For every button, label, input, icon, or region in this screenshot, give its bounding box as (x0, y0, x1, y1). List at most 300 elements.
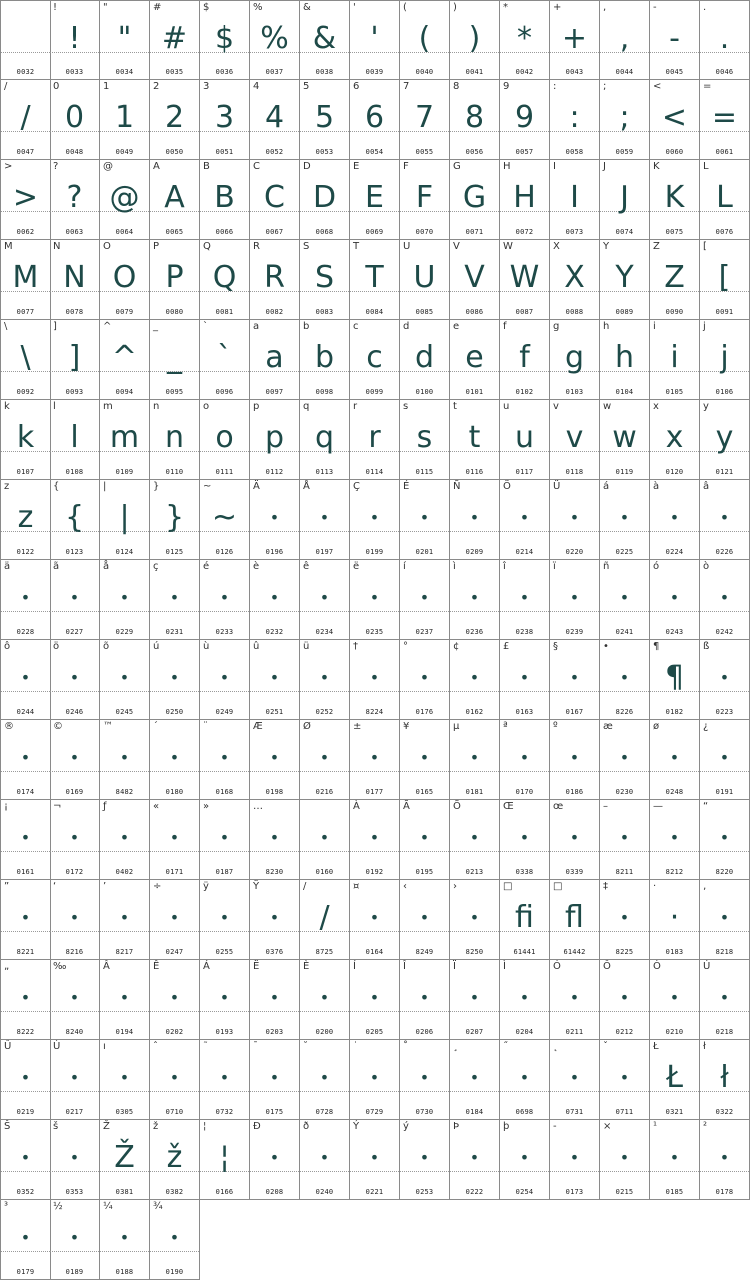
character-label: â (703, 481, 710, 492)
glyph-cell (450, 640, 500, 720)
glyph-sample: & (312, 21, 337, 56)
glyph-sample: • (369, 828, 380, 847)
character-code: 0732 (215, 1108, 234, 1116)
character-label: ƒ (103, 801, 107, 812)
glyph-sample: x (665, 420, 684, 455)
character-label: ½ (53, 1201, 63, 1212)
glyph-sample: • (269, 668, 280, 687)
character-label: ü (303, 641, 310, 652)
glyph-sample: • (469, 988, 480, 1007)
character-code: 0068 (315, 228, 334, 236)
glyph-sample: • (69, 988, 80, 1007)
glyph-sample: P (165, 260, 184, 295)
character-code: 0066 (215, 228, 234, 236)
glyph-cell (450, 320, 500, 400)
character-code: 0182 (665, 708, 684, 716)
character-label: ¢ (453, 641, 460, 652)
character-label: ß (703, 641, 710, 652)
character-code: 0196 (265, 548, 284, 556)
character-label: ¨ (203, 721, 208, 732)
glyph-cell (350, 800, 400, 880)
glyph-sample: • (319, 508, 330, 527)
glyph-sample: • (669, 1148, 680, 1167)
character-code: 0402 (115, 868, 134, 876)
character-code: 0251 (265, 708, 284, 716)
glyph-cell (150, 1200, 200, 1280)
character-code: 0090 (665, 308, 684, 316)
glyph-sample: • (69, 1228, 80, 1247)
glyph-sample: • (419, 1068, 430, 1087)
character-code: 0234 (315, 628, 334, 636)
glyph-cell (200, 240, 250, 320)
character-code: 0119 (615, 468, 634, 476)
character-label: $ (203, 2, 210, 13)
character-label: F (403, 161, 409, 172)
character-code: 0731 (565, 1108, 584, 1116)
character-code: 0074 (615, 228, 634, 236)
glyph-cell (150, 240, 200, 320)
glyph-sample: g (564, 340, 585, 375)
glyph-sample: A (164, 180, 185, 215)
glyph-cell (350, 480, 400, 560)
glyph-sample: • (369, 668, 380, 687)
character-label: U (403, 241, 411, 252)
character-label: ¸ (453, 1041, 458, 1052)
character-code: 0205 (365, 1028, 384, 1036)
glyph-sample: • (219, 748, 230, 767)
glyph-sample: 9 (514, 100, 535, 135)
glyph-cell (250, 720, 300, 800)
glyph-cell (550, 320, 600, 400)
character-code: 0122 (16, 548, 35, 556)
character-label: O (103, 241, 111, 252)
glyph-sample: • (419, 668, 430, 687)
character-label: ÷ (153, 881, 162, 892)
character-label: ~ (203, 481, 212, 492)
character-code: 0382 (165, 1188, 184, 1196)
character-code: 0174 (16, 788, 35, 796)
glyph-cell (700, 640, 750, 720)
glyph-sample: } (164, 500, 185, 535)
glyph-sample: + (561, 21, 588, 56)
character-label: 1 (103, 81, 110, 92)
character-label: Ð (253, 1121, 261, 1132)
character-code: 0062 (16, 228, 35, 236)
character-label: # (153, 2, 162, 13)
character-label: ˛ (553, 1041, 558, 1052)
glyph-sample: • (469, 668, 480, 687)
character-code: 0381 (115, 1188, 134, 1196)
character-code: 0209 (465, 548, 484, 556)
glyph-sample: • (119, 588, 130, 607)
character-label: ‡ (603, 881, 608, 892)
glyph-cell (150, 640, 200, 720)
character-label: d (403, 321, 410, 332)
glyph-cell (100, 80, 150, 160)
character-code: 0037 (265, 68, 284, 76)
character-code: 0253 (415, 1188, 434, 1196)
glyph-cell (300, 880, 350, 960)
character-code: 0211 (565, 1028, 584, 1036)
character-label: … (253, 801, 263, 812)
glyph-cell (700, 800, 750, 880)
glyph-sample (1, 11, 50, 61)
glyph-cell (300, 80, 350, 160)
character-label: f (503, 321, 507, 332)
character-label: ç (153, 561, 159, 572)
glyph-cell (0, 480, 51, 560)
character-label: ‹ (403, 881, 407, 892)
glyph-sample: $ (214, 21, 235, 56)
glyph-sample: - (669, 21, 680, 56)
character-label: í (403, 561, 406, 572)
glyph-cell (300, 0, 350, 80)
glyph-cell (250, 480, 300, 560)
character-code: 0051 (215, 148, 234, 156)
character-label: ² (703, 1121, 708, 1132)
character-label: » (203, 801, 210, 812)
character-label: Æ (253, 721, 263, 732)
glyph-sample: • (619, 828, 630, 847)
character-code: 0083 (315, 308, 334, 316)
glyph-cell (500, 720, 550, 800)
glyph-sample: 1 (114, 100, 135, 135)
glyph-cell (650, 960, 700, 1040)
character-label: ž (153, 1121, 159, 1132)
character-code: 0247 (165, 948, 184, 956)
glyph-cell (550, 960, 600, 1040)
character-label: ø (653, 721, 660, 732)
glyph-sample: T (365, 260, 384, 295)
character-code: 0198 (265, 788, 284, 796)
character-label: Û (4, 1041, 12, 1052)
glyph-sample: _ (167, 340, 182, 375)
character-code: 0079 (115, 308, 134, 316)
glyph-sample: < (661, 100, 688, 135)
glyph-cell (250, 560, 300, 640)
glyph-sample: • (20, 1148, 31, 1167)
character-label: * (503, 2, 508, 13)
glyph-cell (550, 880, 600, 960)
glyph-sample: [ (718, 260, 731, 295)
glyph-sample: • (719, 908, 730, 927)
glyph-cell (50, 80, 100, 160)
glyph-sample: R (264, 260, 285, 295)
character-label: I (553, 161, 556, 172)
character-label: j (703, 321, 706, 332)
character-code: 0239 (565, 628, 584, 636)
character-code: 0192 (365, 868, 384, 876)
glyph-cell (150, 560, 200, 640)
glyph-sample: • (519, 668, 530, 687)
character-label: µ (453, 721, 460, 732)
character-label: E (353, 161, 360, 172)
glyph-sample: • (119, 748, 130, 767)
character-code: 0220 (565, 548, 584, 556)
character-code: 0110 (165, 468, 184, 476)
character-label: Ù (53, 1041, 61, 1052)
glyph-cell (300, 720, 350, 800)
character-label: e (453, 321, 460, 332)
glyph-sample: W (509, 260, 540, 295)
glyph-sample: • (569, 988, 580, 1007)
glyph-sample: fi (515, 900, 534, 935)
glyph-cell (300, 400, 350, 480)
character-code: 0125 (165, 548, 184, 556)
glyph-sample: • (519, 588, 530, 607)
character-label: b (303, 321, 310, 332)
character-label: ‰ (53, 961, 67, 972)
glyph-sample: • (69, 748, 80, 767)
glyph-sample: • (569, 828, 580, 847)
glyph-sample: · (669, 900, 680, 935)
glyph-cell (100, 160, 150, 240)
character-code: 0088 (565, 308, 584, 316)
glyph-cell (500, 320, 550, 400)
glyph-cell (450, 0, 500, 80)
character-label: = (703, 81, 712, 92)
glyph-cell (550, 720, 600, 800)
character-label: ^ (103, 321, 112, 332)
character-code: 0097 (265, 388, 284, 396)
glyph-sample: • (119, 828, 130, 847)
character-code: 0206 (415, 1028, 434, 1036)
glyph-sample: , (619, 21, 630, 56)
glyph-cell (450, 400, 500, 480)
glyph-cell (650, 480, 700, 560)
character-label: > (4, 161, 13, 172)
character-code: 0233 (215, 628, 234, 636)
glyph-cell (0, 720, 51, 800)
character-label: « (153, 801, 160, 812)
glyph-cell (50, 1200, 100, 1280)
character-label: w (603, 401, 612, 412)
glyph-sample: J (620, 180, 629, 215)
glyph-sample: • (669, 748, 680, 767)
glyph-cell (200, 80, 250, 160)
glyph-sample: • (219, 1068, 230, 1087)
glyph-sample: d (414, 340, 435, 375)
character-code: 0338 (515, 868, 534, 876)
glyph-cell (100, 1120, 150, 1200)
character-label: 9 (503, 81, 510, 92)
character-label: h (603, 321, 610, 332)
glyph-sample: • (219, 668, 230, 687)
character-code: 0223 (715, 708, 734, 716)
character-code: 0170 (515, 788, 534, 796)
character-label: ` (203, 321, 208, 332)
glyph-cell (150, 320, 200, 400)
glyph-sample: • (219, 588, 230, 607)
character-code: 0067 (265, 228, 284, 236)
glyph-cell (150, 400, 200, 480)
glyph-cell (700, 560, 750, 640)
glyph-sample: H (513, 180, 536, 215)
glyph-cell (500, 880, 550, 960)
glyph-cell (300, 1120, 350, 1200)
glyph-cell (50, 160, 100, 240)
glyph-sample: r (368, 420, 381, 455)
glyph-sample: = (711, 100, 738, 135)
character-code: 0181 (465, 788, 484, 796)
character-label: H (503, 161, 511, 172)
glyph-cell (550, 480, 600, 560)
character-label: Ý (353, 1121, 360, 1132)
glyph-sample: • (519, 988, 530, 1007)
glyph-sample: v (565, 420, 584, 455)
glyph-sample: E (365, 180, 384, 215)
glyph-cell (650, 0, 700, 80)
glyph-sample: ~ (211, 500, 238, 535)
character-label: 3 (203, 81, 210, 92)
glyph-cell (0, 960, 51, 1040)
glyph-sample: Ž (114, 1140, 135, 1175)
character-code: 0322 (715, 1108, 734, 1116)
glyph-cell (450, 160, 500, 240)
character-label: ¡ (4, 801, 9, 812)
character-code: 0098 (315, 388, 334, 396)
character-code: 0221 (365, 1188, 384, 1196)
character-code: 0084 (365, 308, 384, 316)
glyph-sample: • (69, 1068, 80, 1087)
character-code: 0166 (215, 1188, 234, 1196)
character-code: 0036 (215, 68, 234, 76)
character-label: ˇ (603, 1041, 608, 1052)
character-code: 0050 (165, 148, 184, 156)
character-label: ª (503, 721, 508, 732)
glyph-sample: • (469, 908, 480, 927)
glyph-sample: 0 (64, 100, 85, 135)
character-code: 0087 (515, 308, 534, 316)
glyph-sample: • (319, 668, 330, 687)
character-label: ä (4, 561, 11, 572)
character-code: 0195 (415, 868, 434, 876)
glyph-cell (50, 480, 100, 560)
glyph-sample: • (719, 588, 730, 607)
glyph-sample: • (369, 988, 380, 1007)
character-code: 0126 (215, 548, 234, 556)
glyph-sample: U (413, 260, 436, 295)
character-label: . (703, 2, 707, 13)
character-code: 0187 (215, 868, 234, 876)
glyph-cell (200, 1120, 250, 1200)
character-code: 61442 (563, 948, 586, 956)
character-label: Í (353, 961, 356, 972)
character-code: 0180 (165, 788, 184, 796)
character-code: 0102 (515, 388, 534, 396)
character-code: 0107 (16, 468, 35, 476)
character-code: 0227 (65, 628, 84, 636)
character-label: Â (103, 961, 110, 972)
glyph-sample: / (20, 100, 31, 135)
character-label: Á (203, 961, 210, 972)
glyph-sample: • (169, 908, 180, 927)
glyph-cell (450, 80, 500, 160)
glyph-sample: • (20, 588, 31, 607)
character-code: 0113 (315, 468, 334, 476)
character-label: ¾ (153, 1201, 163, 1212)
character-label: ® (4, 721, 14, 732)
glyph-cell (350, 320, 400, 400)
character-label: · (653, 881, 657, 892)
character-label: - (553, 1121, 557, 1132)
character-label: – (603, 801, 608, 812)
glyph-sample: • (169, 1068, 180, 1087)
glyph-sample: 7 (414, 100, 435, 135)
glyph-sample: ( (418, 21, 431, 56)
character-code: 0218 (715, 1028, 734, 1036)
character-code: 0080 (165, 308, 184, 316)
character-code: 0089 (615, 308, 634, 316)
character-label: × (603, 1121, 612, 1132)
glyph-cell (650, 320, 700, 400)
glyph-cell (400, 160, 450, 240)
character-code: 0104 (615, 388, 634, 396)
glyph-sample: • (719, 1148, 730, 1167)
character-label: ± (353, 721, 362, 732)
glyph-cell (500, 1040, 550, 1120)
glyph-cell (700, 0, 750, 80)
glyph-sample: M (12, 260, 39, 295)
glyph-sample: ł (720, 1060, 729, 1095)
glyph-cell (600, 560, 650, 640)
character-label: Ì (503, 961, 506, 972)
character-code: 0162 (465, 708, 484, 716)
glyph-cell (250, 1040, 300, 1120)
glyph-sample: • (569, 588, 580, 607)
character-label: Ú (703, 961, 711, 972)
character-code: 0248 (665, 788, 684, 796)
character-label: x (653, 401, 659, 412)
character-label: & (303, 2, 311, 13)
character-code: 0214 (515, 548, 534, 556)
glyph-cell (600, 320, 650, 400)
character-code: 0063 (65, 228, 84, 236)
glyph-cell (150, 1040, 200, 1120)
character-label: Ñ (453, 481, 461, 492)
character-label: ô (4, 641, 11, 652)
glyph-cell (400, 560, 450, 640)
glyph-sample: 6 (364, 100, 385, 135)
character-label: “ (703, 801, 709, 812)
character-label: } (153, 481, 160, 492)
glyph-sample: G (462, 180, 487, 215)
glyph-sample: • (69, 1148, 80, 1167)
glyph-sample: • (69, 588, 80, 607)
character-code: 8217 (115, 948, 134, 956)
character-label: ˘ (303, 1041, 308, 1052)
glyph-cell (200, 560, 250, 640)
character-code: 0208 (265, 1188, 284, 1196)
glyph-cell (700, 960, 750, 1040)
character-label: D (303, 161, 311, 172)
glyph-sample: ) (468, 21, 481, 56)
character-code: 0121 (715, 468, 734, 476)
glyph-cell (250, 400, 300, 480)
character-code: 8725 (315, 948, 334, 956)
character-code: 0041 (465, 68, 484, 76)
glyph-sample: • (419, 748, 430, 767)
character-label: ú (153, 641, 160, 652)
glyph-cell (100, 320, 150, 400)
glyph-sample: q (314, 420, 335, 455)
glyph-sample: • (119, 908, 130, 927)
glyph-sample: w (612, 420, 637, 455)
character-label: v (553, 401, 559, 412)
character-label: Õ (453, 801, 461, 812)
character-code: 0085 (415, 308, 434, 316)
glyph-cell (0, 0, 51, 80)
